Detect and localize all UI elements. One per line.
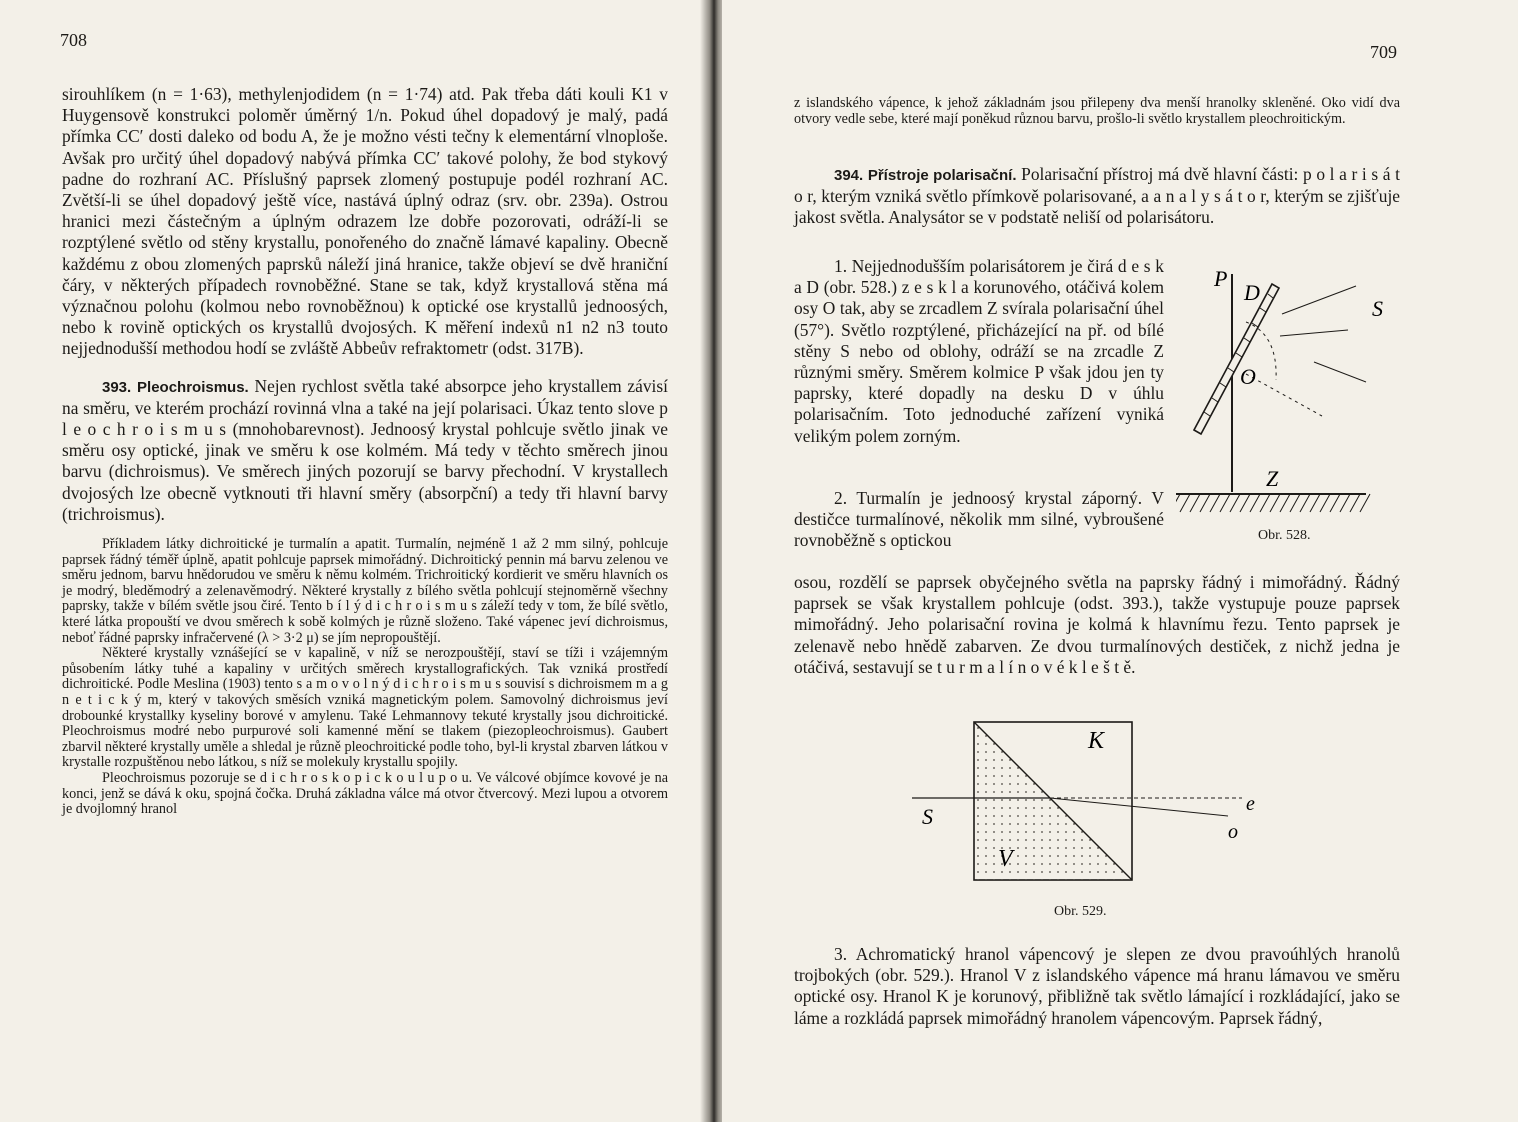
section-text: Nejen rychlost světla také absorpce jeho krystallem závisí na směru, ve kterém prochází rovinná vlna a také na její polarisaci. Úkaz tento slove p l e o c h r o i s m u s (mnohobarevnost). Jednoosý krystal pohlcuje světlo jinak ve směru osy optické, jinak ve směru k ose kolmém. Má tedy v těchto směrech jinou barvu (dichroismus). Ve směrech jiných pozorují se barvy přechodní. V krystallech dvojosých lze obecně vytknouti tři hlavní směry (absorpční) a tedy tři hlavní barvy (trichroismus). (62, 375, 668, 524)
label-z: Z (1266, 466, 1279, 491)
section-number: 394. (834, 167, 864, 184)
mirror-hatching (1176, 494, 1370, 512)
incident-ray-1 (1282, 286, 1356, 314)
figure-529-diagram (912, 718, 1282, 928)
label-k: K (1088, 728, 1105, 754)
label-s: S (922, 804, 933, 829)
label-s: S (1372, 296, 1383, 321)
left-page (0, 0, 706, 1122)
intro-paragraph: sirouhlíkem (n = 1·63), methylenjodidem (n = 1·74) atd. Pak třeba dáti kouli K1 v Huygensově konstrukci poloměr úměrný 1/n. Pokud úhel dopadový je malý, padá přímka CC′ dosti daleko od bodu A, že je možno vésti tečny k elementární vlnoploše. Avšak pro určitý úhel dopadový nabývá přímka CC′ takové polohy, že bod stykový padne do rozhraní AC. Příslušný paprsek zlomený postupuje podél rozhraní AC. Zvětší-li se úhel dopadový ještě více, nastává úplný odraz (srv. obr. 239a). Ostrou hranici mezi částečným a úplným odrazem lze dobře pozorovati, odráží-li se rozptýlené světlo od stěny krystallu, ponořeného do značně lámavé kapaliny. Obecně každému z obou zlomených paprsků náleží jiná hranice, takže objeví se dvě hraniční čáry, v některých případech rovnoběžné. Stane se tak, když krystallová stěna má význačnou polohu (kolmou nebo rovnoběžnou) k optické ose krystallů jednoosých, nebo k rovině optických os krystallů dvojosých. K měření indexů n1 n2 n3 touto nejjednodušší methodou hodí se zvláště Abbeův refraktometr (odst. 317B). (62, 84, 668, 359)
dashed-ray (1246, 374, 1322, 416)
figure-529-caption: Obr. 529. (1054, 904, 1107, 919)
figure-529 (912, 718, 1282, 928)
label-d: D (1244, 280, 1260, 305)
fine-paragraph-2: Některé krystally vznášející se v kapalině, v níž se nerozpouštějí, staví se tíži i vzájemným působením látky tuhé a kapaliny v určitých směrech krystallografických. Tak vzniká prostředí dichroitické. Podle Meslina (1903) tento s a m o v o l n ý d i c h r o i s m u s souvisí s dichroismem m a g n e t i c k ý m, který v takových směsích vzniká magnetickým polem. Samovolný dichroismus jeví drobounké krystallky kyseliny borové v amylenu. Také Lehmannovy tekuté krystally jsou dichroitické. Pleochroismus modré nebo purpurové soli kamenné mění se tlakem (piezopleochroismus). Gaubert zbarvil některé krystally uměle a shledal je různě pleochroitické podle toho, byl-li krystal zbarven látkou v krystalle rozpuštěnou nebo látkou, s níž se molekuly krystallu spojily. (62, 645, 668, 771)
figure-528-caption: Obr. 528. (1258, 528, 1311, 543)
item-2-tourmaline: 2. Turmalín je jednoosý krystal záporný. V destičce turmalínové, několik mm silné, vybroušené rovnoběžně s optickou (794, 488, 1164, 551)
label-p: P (1214, 266, 1228, 291)
section-393 (62, 376, 668, 525)
section-number: 393. (102, 378, 132, 396)
figure-528-diagram (1176, 262, 1416, 552)
label-e: e (1246, 793, 1255, 815)
label-o: O (1240, 364, 1256, 389)
label-v: V (998, 846, 1013, 872)
section-heading: Pleochroismus. (137, 378, 249, 396)
incident-ray-2 (1280, 330, 1348, 336)
glass-plate (1194, 284, 1279, 434)
item-2-tourmaline-continued: osou, rozdělí se paprsek obyčejného světla na paprsky řádný i mimořádný. Řádný paprsek se však krystallem pohlcuje (odst. 393.), takže vystupuje pouze paprsek mimořádný. Jeho polarisační rovina je kolmá k hlavnímu řezu. Tento paprsek je zelenavě nebo hnědě zabarven. Ze dvou turmalínových destiček, z nichž jedna je otáčivá, sestavují se t u r m a l í n o v é k l e š t ě. (794, 572, 1400, 677)
section-heading: Přístroje polarisační. (867, 167, 1017, 184)
fine-paragraph-1: Příkladem látky dichroitické je turmalín a apatit. Turmalín, nejméně 1 až 2 mm silný, pohlcuje paprsek řádný téměř úplně, apatit pohlcuje paprsek mimořádný. Dichroitický pennin má barvu zelenou ve směru jednom, barvu hnědorudou ve směru k němu kolmém. Trichroitický kordierit ve směru hlavních os je modrý, bleděmodrý a zelenavěmodrý. Některé krystally z bílého světla pohlcují stejnoměrně všechny paprsky, takže v bílém světle jsou čiré. Tento b í l ý d i c h r o i s m u s záleží tedy v tom, že bílé světlo, které látka propouští ve dvou směrech k sobě kolmých je různě složeno. Také vápenec jeví dichroismus, neboť řádné paprsky infračervené (λ > 3·2 μ) se jím nepropouštějí. (62, 536, 668, 646)
section-394 (794, 164, 1400, 229)
item-1-polarizer: 1. Nejjednodušším polarisátorem je čirá d e s k a D (obr. 528.) z e s k l a korunového, otáčivá kolem osy O tak, aby se zrcadlem Z svírala polarisační úhel (57°). Světlo rozptýlené, přicházející na př. od bílé stěny S nebo od oblohy, odráží se na zrcadle Z různými směry. Směrem kolmice P však jdou jen ty paprsky, které dopadly na desku D v úhlu polarisačním. Toto jednoduché zařízení vyniká velikým polem zorným. (794, 256, 1164, 446)
right-page (722, 0, 1518, 1122)
section-text: Polarisační přístroj má dvě hlavní části: p o l a r i s á t o r, kterým vzniká světlo přímkově polarisované, a a n a l y s á t o r, kterým se zjišťuje jakost světla. Analysátor se v podstatě neliší od polarisátoru. (794, 164, 1400, 228)
fine-paragraph-3: Pleochroismus pozoruje se d i c h r o s k o p i c k o u l u p o u. Ve válcové objímce kovové je na konci, jenž se dává k oku, spojná čočka. Druhá základna válce má otvor čtvercový. Mezi lupou a otvorem je dvojlomný hranol (62, 769, 668, 818)
fine-print-block (62, 537, 668, 818)
incident-ray-3 (1314, 362, 1366, 382)
left-text-column (62, 84, 668, 818)
label-o: o (1228, 821, 1238, 843)
figure-528 (1176, 262, 1416, 552)
page-number-right: 709 (1370, 42, 1397, 62)
page-number-left: 708 (60, 30, 87, 50)
item-3-achromatic-prism: 3. Achromatický hranol vápencový je slepen ze dvou pravoúhlých hranolů trojbokých (obr. 529.). Hranol V z islandského vápence má hranu lámavou ve směru optické osy. Hranol K je korunový, přibližně tak světlo lámající i rozkládající, jako se láme a rozkládá paprsek mimořádný hranolem vápencovým. Paprsek řádný, (794, 944, 1400, 1028)
continued-fine-paragraph: z islandského vápence, k jehož základnám jsou přilepeny dva menší hranolky skleněné. Oko vidí dva otvory vedle sebe, které mají poněkud různou barvu, prošlo-li světlo krystallem pleochroitickým. (794, 95, 1400, 127)
